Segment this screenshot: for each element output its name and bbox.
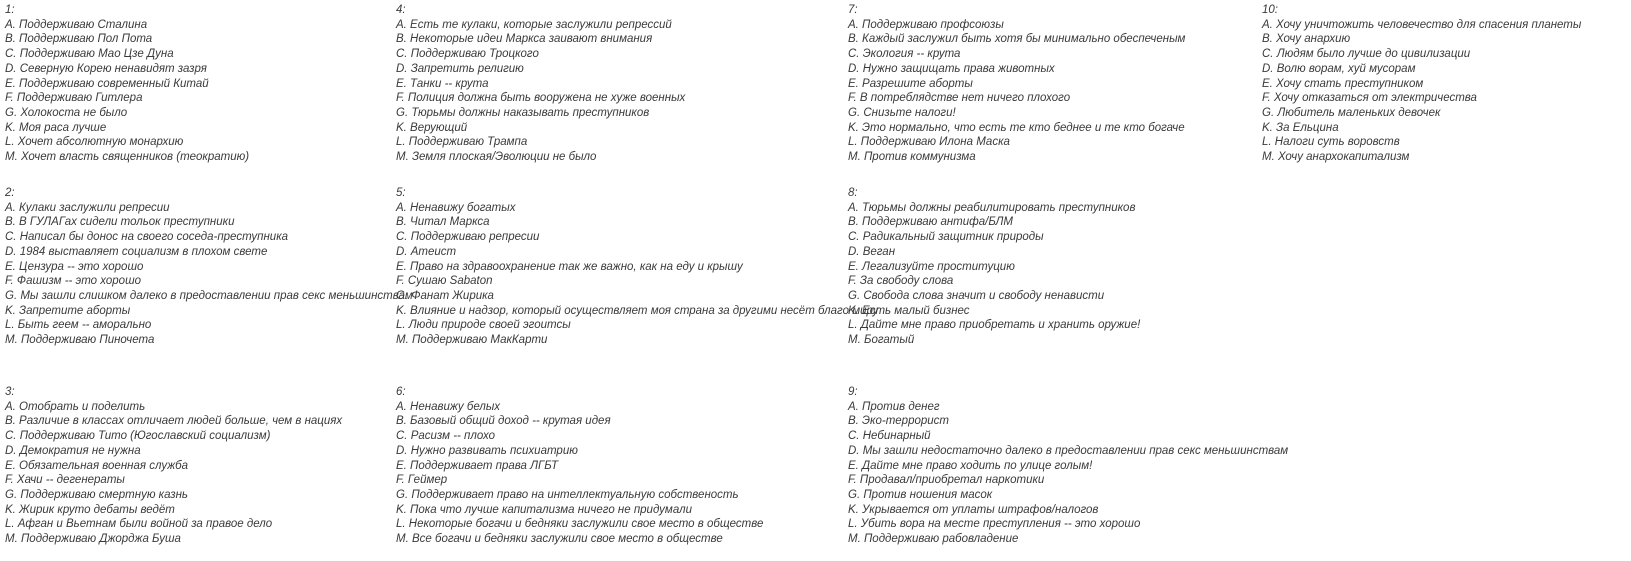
list-3-title: 3: bbox=[5, 386, 15, 398]
list-item: F. Сушаю Sabaton bbox=[396, 275, 493, 288]
list-item: E. Хочу стать преступником bbox=[1262, 77, 1424, 90]
list-3 bbox=[5, 385, 342, 547]
list-item: G. Снизьте налоги! bbox=[848, 106, 956, 119]
list-item: L. Хочет абсолютную монархию bbox=[5, 136, 184, 149]
list-item: B. Поддерживаю Пол Пота bbox=[5, 33, 153, 46]
list-item: D. Мы зашли недостаточно далеко в предоставлении прав секс меньшинствам bbox=[848, 444, 1289, 457]
list-7 bbox=[848, 3, 1185, 165]
list-item: A. Поддерживаю профсоюзы bbox=[848, 18, 1004, 31]
list-item: A. Против денег bbox=[848, 400, 940, 413]
list-item: G. Любитель маленьких девочек bbox=[1262, 106, 1441, 119]
list-item: D. Запретить религию bbox=[396, 62, 524, 75]
list-6 bbox=[396, 385, 763, 547]
list-item: D. Северную Корею ненавидят зазря bbox=[5, 62, 207, 75]
list-item: M. Хочу анархокапитализм bbox=[1262, 151, 1410, 164]
list-item: B. В ГУЛАГах сидели тольок преступники bbox=[5, 216, 235, 229]
list-item: A. Кулаки заслужили репресии bbox=[5, 201, 170, 214]
list-10-title: 10: bbox=[1262, 4, 1278, 16]
list-item: C. Расизм -- плохо bbox=[396, 430, 496, 443]
list-item: C. Написал бы донос на своего соседа-преступника bbox=[5, 231, 289, 244]
list-item: G. Поддерживаю смертную казнь bbox=[5, 488, 188, 501]
list-item: K. Моя раса лучше bbox=[5, 121, 107, 134]
list-item: F. Фашизм -- это хорошо bbox=[5, 275, 142, 288]
list-item: F. Поддерживаю Гитлера bbox=[5, 92, 143, 105]
list-item: A. Ненавижу белых bbox=[396, 400, 501, 413]
list-item: M. Земля плоская/Эволюции не было bbox=[396, 151, 597, 164]
list-item: K. Есть малый бизнес bbox=[848, 304, 970, 317]
list-6-title: 6: bbox=[396, 386, 406, 398]
list-item: C. Радикальный защитник природы bbox=[848, 231, 1044, 244]
list-item: G. Свобода слова значит и свободу ненависти bbox=[848, 289, 1105, 302]
list-item: C. Небинарный bbox=[848, 430, 931, 443]
list-item: L. Поддерживаю Трампа bbox=[396, 136, 528, 149]
list-item: L. Люди природе своей эгоитсы bbox=[396, 319, 571, 332]
list-8 bbox=[848, 186, 1140, 348]
list-item: B. Читал Маркса bbox=[396, 216, 490, 229]
list-item: K. Жирик круто дебаты ведёт bbox=[5, 503, 175, 516]
list-4 bbox=[396, 3, 685, 165]
list-item: K. Верующий bbox=[396, 121, 468, 134]
list-item: F. Продавал/приобретал наркотики bbox=[848, 474, 1045, 487]
list-item: A. Тюрьмы должны реабилитировать преступников bbox=[848, 201, 1136, 214]
list-item: B. Хочу анархию bbox=[1262, 33, 1351, 46]
list-item: F. За свободу слова bbox=[848, 275, 954, 288]
list-item: K. Это нормально, что есть те кто беднее и те кто богаче bbox=[848, 121, 1185, 134]
list-item: D. Нужно развивать психиатрию bbox=[396, 444, 578, 457]
list-2 bbox=[5, 186, 413, 348]
list-5-title: 5: bbox=[396, 187, 406, 199]
list-7-title: 7: bbox=[848, 4, 858, 16]
list-item: L. Некоторые богачи и бедняки заслужили свое место в обществе bbox=[396, 518, 764, 531]
list-item: C. Людям было лучше до цивилизации bbox=[1262, 48, 1471, 61]
list-4-title: 4: bbox=[396, 4, 406, 16]
list-item: M. Поддерживаю МакКарти bbox=[396, 334, 548, 347]
list-item: L. Быть геем -- аморально bbox=[5, 319, 152, 332]
list-item: G. Фанат Жирика bbox=[396, 289, 494, 302]
list-item: D. Веган bbox=[848, 245, 896, 258]
list-9-title: 9: bbox=[848, 386, 858, 398]
list-item: F. Полиция должна быть вооружена не хуже военных bbox=[396, 92, 686, 105]
list-9 bbox=[848, 385, 1288, 547]
list-item: M. Против коммунизма bbox=[848, 151, 976, 164]
list-item: A. Ненавижу богатых bbox=[396, 201, 516, 214]
list-item: F. В потреблядстве нет ничего плохого bbox=[848, 92, 1071, 105]
list-item: M. Поддерживаю Пиночета bbox=[5, 334, 155, 347]
list-item: A. Поддерживаю Сталина bbox=[5, 18, 148, 31]
list-item: E. Право на здравоохранение так же важно, как на еду и крышу bbox=[396, 260, 743, 273]
list-item: E. Разрешите аборты bbox=[848, 77, 973, 90]
list-item: C. Поддерживаю Мао Цзе Дуна bbox=[5, 48, 174, 61]
list-item: A. Есть те кулаки, которые заслужили репрессий bbox=[396, 18, 672, 31]
list-item: L. Налоги суть воровств bbox=[1262, 136, 1400, 149]
list-item: G. Холокоста не было bbox=[5, 106, 128, 119]
list-item: M. Богатый bbox=[848, 334, 915, 347]
list-item: F. Хачи -- дегенераты bbox=[5, 474, 125, 487]
list-item: M. Все богачи и бедняки заслужили свое место в обществе bbox=[396, 533, 723, 546]
list-item: D. Демократия не нужна bbox=[5, 444, 141, 457]
list-item: M. Поддерживаю Джорджа Буша bbox=[5, 533, 181, 546]
list-item: B. Каждый заслужил быть хотя бы минимально обеспеченым bbox=[848, 33, 1186, 46]
list-item: E. Танки -- крута bbox=[396, 77, 489, 90]
list-10 bbox=[1262, 3, 1581, 165]
list-item: B. Поддерживаю антифа/БЛМ bbox=[848, 216, 1013, 229]
list-item: D. Атеист bbox=[396, 245, 457, 258]
list-item: L. Убить вора на месте преступления -- это хорошо bbox=[848, 518, 1141, 531]
list-item: F. Хочу отказаться от электричества bbox=[1262, 92, 1477, 105]
list-5 bbox=[396, 186, 878, 348]
list-item: E. Цензура -- это хорошо bbox=[5, 260, 144, 273]
list-item: E. Поддерживает права ЛГБТ bbox=[396, 459, 558, 472]
list-1 bbox=[5, 3, 249, 165]
list-item: B. Эко-террорист bbox=[848, 415, 949, 428]
list-item: D. Волю ворам, хуй мусорам bbox=[1262, 62, 1416, 75]
list-item: K. Запретите аборты bbox=[5, 304, 131, 317]
list-item: A. Отобрать и поделить bbox=[5, 400, 146, 413]
list-item: C. Поддерживаю Тито (Югославский социализм) bbox=[5, 430, 271, 443]
list-item: B. Различие в классах отличает людей больше, чем в нациях bbox=[5, 415, 343, 428]
list-item: B. Некоторые идеи Маркса заивают внимания bbox=[396, 33, 653, 46]
list-item: K. Укрывается от уплаты штрафов/налогов bbox=[848, 503, 1099, 516]
list-item: A. Хочу уничтожить человечество для спасения планеты bbox=[1262, 18, 1582, 31]
list-item: M. Поддерживаю рабовладение bbox=[848, 533, 1019, 546]
list-item: B. Базовый общий доход -- крутая идея bbox=[396, 415, 611, 428]
list-item: F. Геймер bbox=[396, 474, 448, 487]
list-item: L. Поддерживаю Илона Маска bbox=[848, 136, 1010, 149]
list-item: C. Поддерживаю репресии bbox=[396, 231, 540, 244]
list-8-title: 8: bbox=[848, 187, 858, 199]
list-item: E. Легализуйте проституцию bbox=[848, 260, 1015, 273]
list-item: M. Хочет власть священников (теократию) bbox=[5, 151, 250, 164]
list-item: K. Влияние и надзор, который осуществляет моя страна за другими несёт благо миру bbox=[396, 304, 879, 317]
list-1-title: 1: bbox=[5, 4, 15, 16]
list-item: K. За Ельцина bbox=[1262, 121, 1339, 134]
list-item: D. Нужно защищать права животных bbox=[848, 62, 1055, 75]
list-item: G. Поддерживает право на интеллектуальную собственость bbox=[396, 488, 739, 501]
list-item: D. 1984 выставляет социализм в плохом свете bbox=[5, 245, 268, 258]
list-item: E. Поддерживаю современный Китай bbox=[5, 77, 209, 90]
list-item: E. Обязательная военная служба bbox=[5, 459, 188, 472]
list-item: E. Дайте мне право ходить по улице голым! bbox=[848, 459, 1093, 472]
list-item: L. Афган и Вьетнам были войной за правое дело bbox=[5, 518, 273, 531]
list-item: G. Тюрьмы должны наказывать преступников bbox=[396, 106, 650, 119]
list-2-title: 2: bbox=[5, 187, 15, 199]
list-item: G. Против ношения масок bbox=[848, 488, 993, 501]
list-item: L. Дайте мне право приобретать и хранить оружие! bbox=[848, 319, 1141, 332]
list-item: C. Поддерживаю Троцкого bbox=[396, 48, 539, 61]
list-item: K. Пока что лучше капитализма ничего не придумали bbox=[396, 503, 692, 516]
list-item: G. Мы зашли слишком далеко в предоставлении прав секс меньшинствам bbox=[5, 289, 413, 302]
list-item: C. Экология -- крута bbox=[848, 48, 961, 61]
